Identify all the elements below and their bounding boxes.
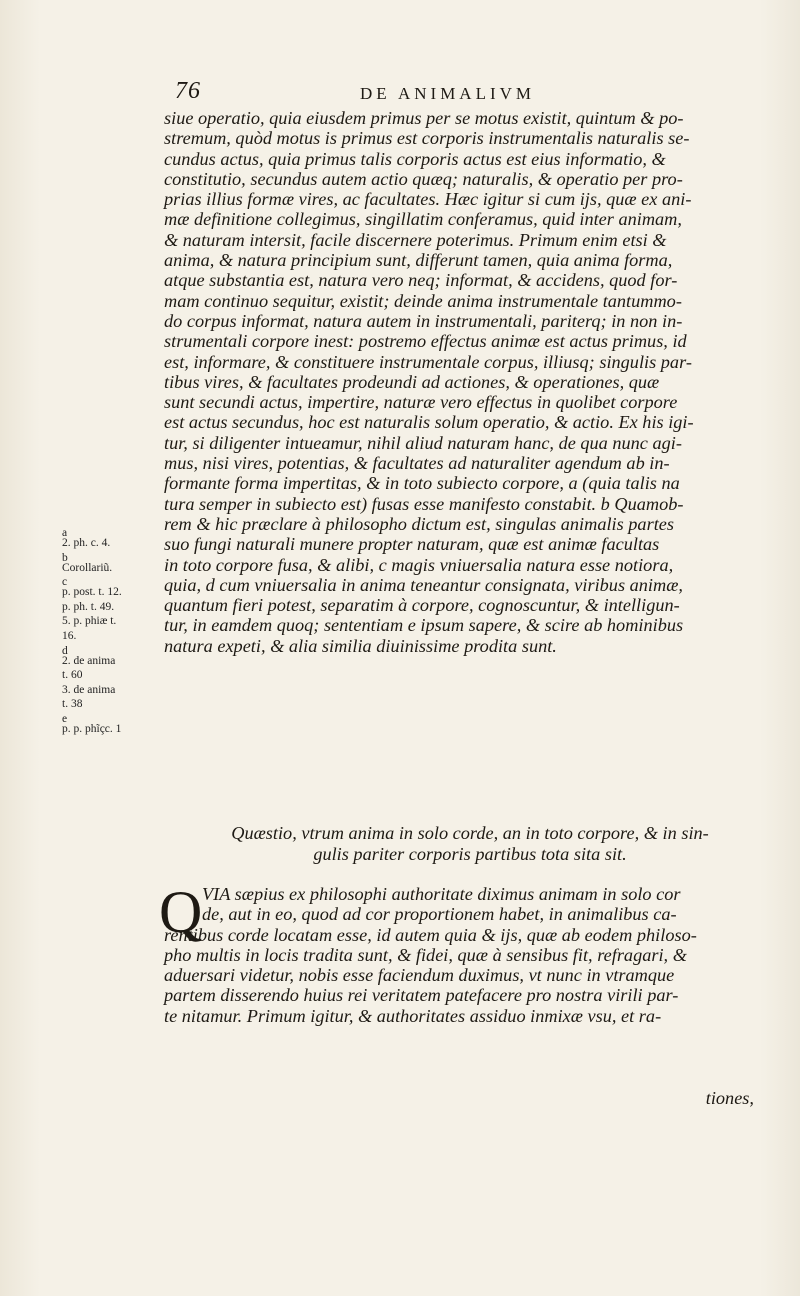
text-line: tibus vires, & facultates prodeundi ad actiones, & operationes, quæ (164, 371, 660, 392)
text-line: tur, in eamdem quoq; sententiam e ipsum sapere, & scire ab hominibus (164, 615, 684, 636)
text-line: est actus secundus, hoc est naturalis solum operatio, & actio. Ex his igi- (164, 412, 694, 433)
text-line: strumentali corpore inest: postremo effectus animæ est actus primus, id (164, 331, 687, 352)
text-line: formante forma impertitas, & in toto subiecto corpore, a (quia talis na (164, 473, 680, 494)
text-line: siue operatio, quia eiusdem primus per se motus existit, quintum & po- (164, 108, 684, 128)
margin-note: 2. ph. c. 4. (62, 537, 111, 549)
page-header (175, 78, 615, 106)
text-line: VIA sæpius ex philosophi authoritate diximus animam in solo cor (202, 884, 681, 904)
text-line: aduersari videtur, nobis esse faciendum duximus, vt nunc in vtramque (164, 965, 675, 986)
text-line: stremum, quòd motus is primus est corporis instrumentalis naturalis se- (164, 128, 690, 149)
margin-note: t. 38 (62, 698, 83, 711)
margin-note: b (62, 551, 68, 564)
second-text-block (164, 884, 776, 1026)
text-line: est, informare, & constituere instrumentale corpus, illiusq; singulis par- (164, 351, 692, 372)
text-line: tur, si diligenter intueamur, nihil aliud naturam hanc, de qua nunc agi- (164, 432, 682, 453)
text-line: tura semper in subiecto est) fusas esse manifesto constabit. b Quamob- (164, 493, 684, 514)
margin-note: c (62, 576, 68, 589)
marginal-notes (62, 528, 157, 739)
text-line: rem & hic præclare à philosopho dictum est, singulas animalis partes (164, 513, 674, 534)
catchword: tiones, (705, 1088, 754, 1108)
page-number: 76 (175, 78, 201, 104)
text-line: mam continuo sequitur, existit; deinde anima instrumentale tantummo- (164, 290, 682, 311)
text-line: pho multis in locis tradita sunt, & fidei, quæ à sensibus fit, refragari, & (164, 944, 687, 965)
text-line: in toto corpore fusa, & alibi, c magis vniuersalia natura esse notiora, (164, 554, 674, 575)
question-title (164, 823, 776, 865)
margin-note: 2. de anima (62, 654, 116, 667)
text-line: mus, nisi vires, potentias, & facultates ad naturaliter agendum ab in- (164, 453, 670, 474)
text-line: anima, & natura principium sunt, differunt tamen, quia anima forma, (164, 250, 673, 271)
main-text-block (164, 108, 776, 656)
question-title-line: Quæstio, vtrum anima in solo corde, an in toto corpore, & in sin- (231, 823, 709, 843)
text-line: te nitamur. Primum igitur, & authoritates assiduo inmixæ vsu, et ra- (164, 1005, 662, 1026)
text-line: sunt secundi actus, impertire, naturæ vero effectus in quolibet corpore (164, 392, 678, 413)
margin-note: Corollariũ. (62, 561, 113, 574)
text-line: suo fungi naturali munere propter naturam, quæ est animæ facultas (164, 534, 660, 555)
text-line: atque substantia est, natura vero neq; informat, & accidens, quod for- (164, 270, 678, 291)
text-line: constitutio, secundus autem actio quæq; naturalis, & operatio per pro- (164, 168, 683, 189)
margin-note: 3. de anima (62, 683, 116, 696)
margin-note: t. 60 (62, 669, 83, 682)
question-title-line: gulis pariter corporis partibus tota sita sit. (313, 844, 627, 864)
text-line: natura expeti, & alia similia diuinissime prodita sunt. (164, 635, 557, 656)
text-line: do corpus informat, natura autem in instrumentali, pariterq; in non in- (164, 310, 683, 331)
margin-note: p. p. phĩçc. 1 (62, 722, 122, 735)
text-line: mæ definitione collegimus, singillatim conferamus, quid inter animam, (164, 209, 682, 230)
drop-capital: Q (159, 879, 203, 945)
running-head: DE ANIMALIVM (360, 84, 536, 103)
text-line: prias illius formæ vires, ac facultates. Hæc igitur si cum ijs, quæ ex ani- (164, 189, 692, 210)
margin-note: p. ph. t. 49. (62, 600, 115, 613)
margin-note: 5. p. phiæ t. (62, 615, 117, 628)
margin-note: 16. (62, 629, 77, 642)
text-line: quantum fieri potest, separatim à corpore, cognoscuntur, & intelligun- (164, 595, 680, 616)
margin-note: p. post. t. 12. (62, 586, 122, 599)
text-line: cundus actus, quia primus talis corporis actus est eius informatio, & (164, 148, 666, 169)
margin-note: a (62, 527, 68, 539)
text-line: rentibus corde locatam esse, id autem quia & ijs, quæ ab eodem philoso- (164, 924, 697, 945)
margin-note: e (62, 712, 68, 725)
text-line: quia, d cum vniuersalia in anima teneantur consignata, viribus animæ, (164, 574, 683, 595)
text-line: de, aut in eo, quod ad cor proportionem habet, in animalibus ca- (202, 904, 677, 925)
margin-note: d (62, 644, 68, 657)
text-line: & naturam intersit, facile discernere poterimus. Primum enim etsi & (164, 229, 667, 250)
text-line: partem disserendo huius rei veritatem patefacere pro nostra virili par- (164, 985, 679, 1006)
